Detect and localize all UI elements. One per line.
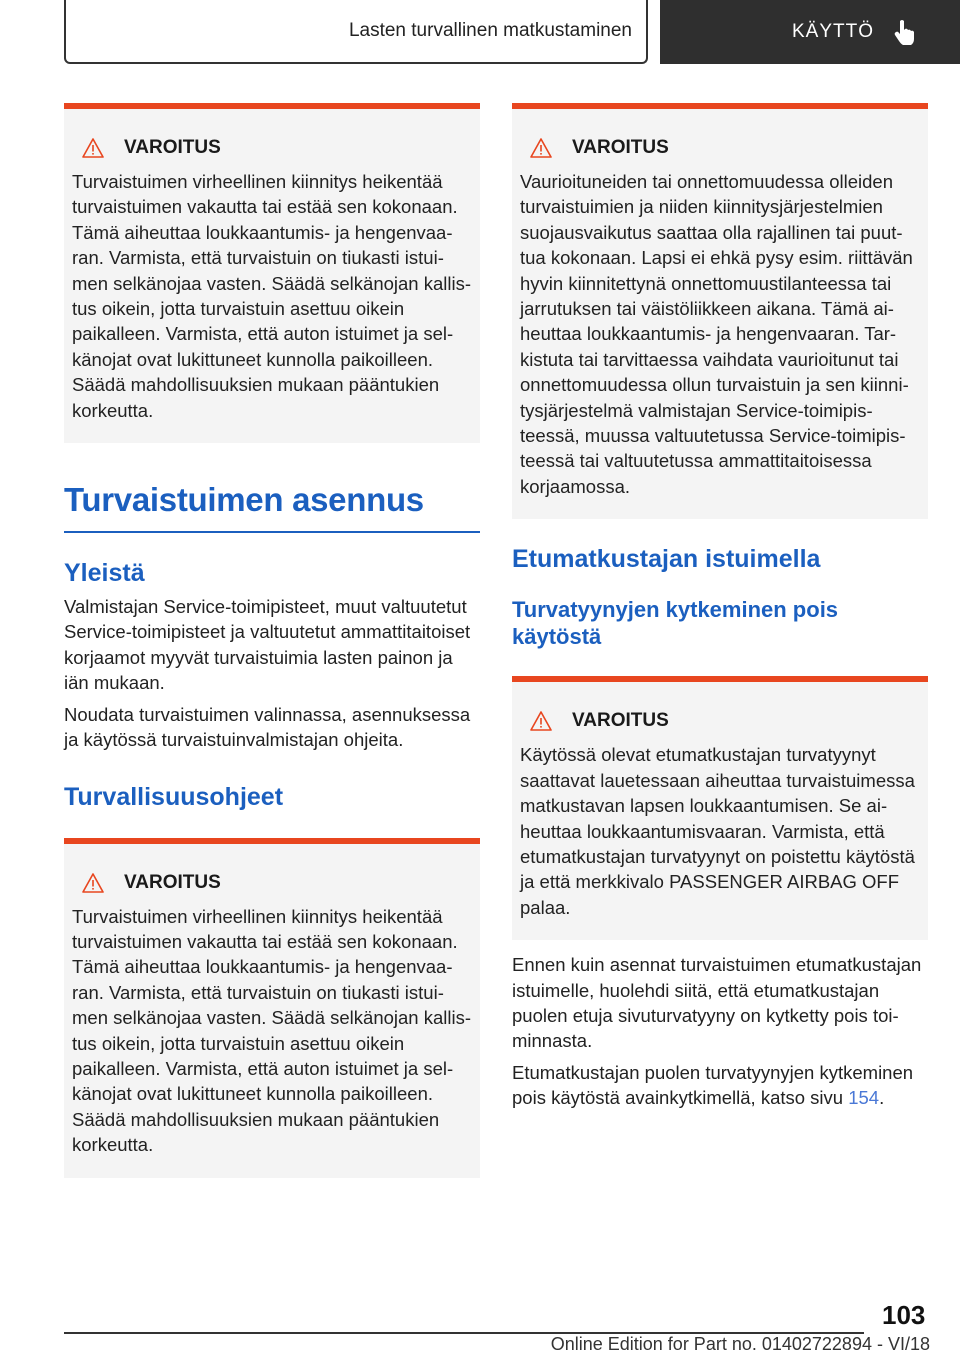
warning-title-text: VAROITUS (124, 137, 221, 158)
paragraph: Noudata turvaistuimen valinnassa, asennuksessa ja käytössä turvaistuinvalmistajan ohjeita. (64, 703, 471, 751)
footer-edition: Online Edition for Part no. 01402722894 - VI/18 (550, 1334, 930, 1354)
hand-pointer-icon (894, 19, 916, 45)
paragraph-with-page-ref (512, 1060, 928, 1111)
warning-body: Käytössä olevat etumatkustajan turvatyynyt saattavat lauetessaan aiheuttaa turvaistuimessa matkustavan lapsen loukkaantumisen. Se aiheuttaa loukkaantumisvaaran. Varmista, että etumatkustajan turvatyynyt on poistettu käytöstä ja että merkkivalo PASSENGER AIRBAG OFF palaa. (520, 744, 915, 918)
warning-title (520, 708, 920, 734)
header-chapter-tab[interactable] (660, 0, 960, 64)
warning-triangle-icon (82, 138, 104, 158)
warning-triangle-icon (530, 138, 552, 158)
warning-title-text: VAROITUS (572, 710, 669, 732)
paragraph-text: Etumatkustajan puolen turvatyynyjen kytkeminen pois käytöstä avainkytkimellä, katso sivu (512, 1061, 914, 1109)
subheading-airbag-deactivation: Turvatyynyjen kytkeminen pois käytöstä (512, 597, 839, 650)
warning-triangle-icon (530, 711, 552, 731)
warning-box (512, 676, 928, 940)
warning-box (512, 103, 928, 519)
section-heading: Turvaistuimen asennus (64, 481, 480, 533)
warning-title (520, 135, 920, 161)
warning-title (72, 135, 472, 161)
warning-title-text: VAROITUS (124, 871, 221, 893)
subheading-front-passenger: Etumatkustajan istuimella (512, 545, 821, 574)
warning-body: Vaurioituneiden tai onnettomuudessa olleiden turvaistuimien ja niiden kiinnitysjärjestelmien suojausvaikutus saattaa olla rajallinen tai puuttua kokonaan. Lapsi ei ehkä pysy esim. riittävän hyvin kiinnitettynä onnettomuustilanteessa tai jarrutuksen tai väistöliikkeen aikana. Tämä aiheuttaa loukkaantumis- ja hengenvaaran. Tarkistuta tai tarvittaessa vaihdata vaurioitunut tai onnettomuudessa ollun turvaistuin ja sen kiinnitysjärjestelmä valmistajan Service-toimipisteessä, muussa valtuutetussa Service-toimipisteessä tai valtuutetussa ammattitaitoisessa korjaamossa. (520, 171, 913, 497)
page-number: 103 (882, 1300, 926, 1330)
warning-title (72, 870, 472, 896)
warning-box (64, 103, 480, 443)
paragraph-suffix: . (879, 1087, 885, 1109)
warning-triangle-icon (82, 873, 104, 893)
section-title-text: Lasten turvallinen matkustaminen (348, 20, 632, 41)
warning-box (64, 838, 480, 1178)
paragraph: Ennen kuin asennat turvaistuimen etumatkustajan istuimelle, huolehdi siitä, että etumatkustajan puolen etuja sivuturvatyyny on kytketty pois toiminnasta. (512, 954, 922, 1052)
warning-title-text: VAROITUS (572, 137, 669, 158)
header-section-title (64, 0, 648, 64)
left-column (64, 103, 480, 1178)
subheading-safety: Turvallisuusohjeet (64, 782, 284, 811)
subheading-general: Yleistä (64, 559, 145, 588)
warning-body: Turvaistuimen virheellinen kiinnitys heikentää turvaistuimen vakautta tai estää sen kokonaan. Tämä aiheuttaa loukkaantumis- ja hengenvaaran. Varmista, että turvaistuin on tiukasti istuimen selkänojaa vasten. Säädä selkänojan kallistus oikein, jotta turvaistuin asettuu oikein paikalleen. Varmista, että auton istuimet ja selkänojat ovat lukittuneet kunnolla paikoilleen. Säädä mahdollisuuksien mukaan pääntukien korkeutta. (72, 905, 472, 1156)
warning-body: Turvaistuimen virheellinen kiinnitys heikentää turvaistuimen vakautta tai estää sen kokonaan. Tämä aiheuttaa loukkaantumis- ja hengenvaaran. Varmista, että turvaistuin on tiukasti istuimen selkänojaa vasten. Säädä selkänojan kallistus oikein, jotta turvaistuin asettuu oikein paikalleen. Varmista, että auton istuimet ja selkänojat ovat lukittuneet kunnolla paikoilleen. Säädä mahdollisuuksien mukaan pääntukien korkeutta. (72, 171, 472, 421)
page-reference-link[interactable]: 154 (848, 1087, 880, 1109)
chapter-label: KÄYTTÖ (792, 21, 875, 42)
right-column (512, 103, 928, 1117)
paragraph: Valmistajan Service-toimipisteet, muut valtuutetut Service-toimipisteet ja valtuutetut ammattitaitoiset korjaamot myyvät turvaistuimia lasten painon ja iän mukaan. (64, 596, 471, 694)
